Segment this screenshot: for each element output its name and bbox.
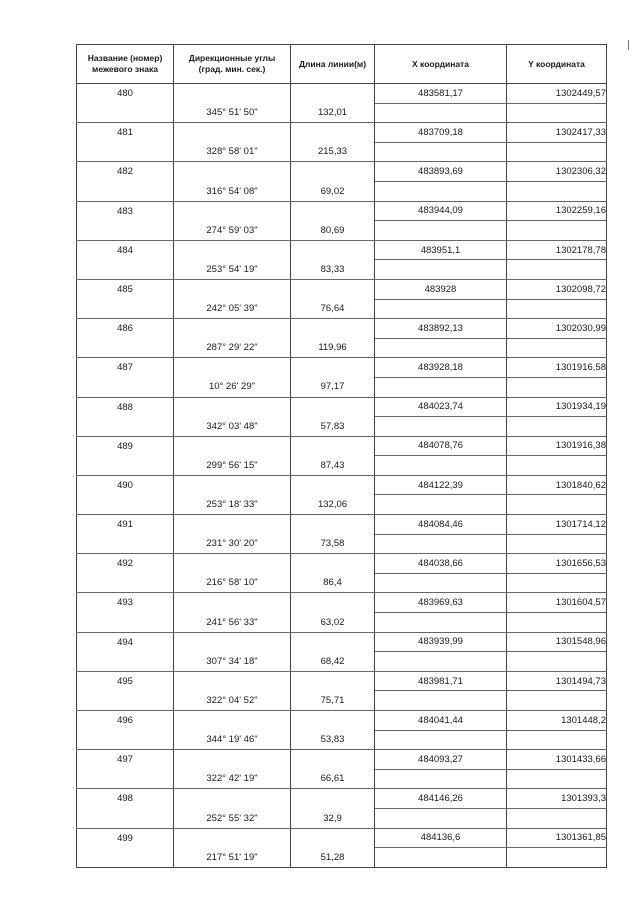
empty-cell: [77, 456, 174, 476]
y-coordinate-cell: 1301433,66: [507, 750, 607, 770]
empty-cell: [174, 554, 291, 574]
empty-cell: [507, 495, 607, 515]
empty-cell: [77, 691, 174, 711]
empty-cell: [507, 299, 607, 319]
line-length-cell: 68,42: [291, 652, 375, 672]
point-name-cell: 493: [77, 593, 174, 613]
y-coordinate-cell: 1301916,58: [507, 358, 607, 378]
y-coordinate-cell: 1302030,99: [507, 319, 607, 339]
table-row-point: [77, 84, 607, 104]
empty-cell: [77, 103, 174, 123]
point-name-cell: 489: [77, 436, 174, 456]
empty-cell: [375, 142, 507, 162]
empty-cell: [77, 613, 174, 633]
x-coordinate-cell: 484093,27: [375, 750, 507, 770]
line-length-cell: 119,96: [291, 338, 375, 358]
line-length-cell: 215,33: [291, 142, 375, 162]
point-name-cell: 498: [77, 789, 174, 809]
empty-cell: [291, 397, 375, 417]
direction-angle-cell: 342° 03' 48": [174, 417, 291, 437]
empty-cell: [375, 534, 507, 554]
y-coordinate-cell: 1301548,96: [507, 632, 607, 652]
line-length-cell: 73,58: [291, 534, 375, 554]
empty-cell: [174, 240, 291, 260]
line-length-cell: 132,06: [291, 495, 375, 515]
empty-cell: [291, 436, 375, 456]
table-row-point: [77, 632, 607, 652]
empty-cell: [375, 299, 507, 319]
empty-cell: [375, 103, 507, 123]
header-x-coordinate: X координата: [375, 45, 507, 84]
line-length-cell: 32,9: [291, 808, 375, 828]
table-row-point: [77, 554, 607, 574]
table-row-segment: [77, 142, 607, 162]
line-length-cell: 76,64: [291, 299, 375, 319]
x-coordinate-cell: 484136,6: [375, 828, 507, 848]
y-coordinate-cell: 1301656,53: [507, 554, 607, 574]
line-length-cell: 87,43: [291, 456, 375, 476]
empty-cell: [174, 397, 291, 417]
y-coordinate-cell: 1302449,57: [507, 84, 607, 104]
point-name-cell: 494: [77, 632, 174, 652]
line-length-cell: 86,4: [291, 573, 375, 593]
y-coordinate-cell: 1302259,16: [507, 201, 607, 221]
y-coordinate-cell: 1301494,73: [507, 671, 607, 691]
empty-cell: [77, 181, 174, 201]
empty-cell: [375, 848, 507, 868]
point-name-cell: 497: [77, 750, 174, 770]
empty-cell: [507, 377, 607, 397]
x-coordinate-cell: 483581,17: [375, 84, 507, 104]
coordinates-table: [76, 44, 607, 868]
empty-cell: [291, 515, 375, 535]
empty-cell: [507, 142, 607, 162]
empty-cell: [291, 789, 375, 809]
empty-cell: [291, 711, 375, 731]
table-row-segment: [77, 299, 607, 319]
empty-cell: [174, 789, 291, 809]
line-length-cell: 53,83: [291, 730, 375, 750]
table-row-point: [77, 397, 607, 417]
line-length-cell: 132,01: [291, 103, 375, 123]
y-coordinate-cell: 1301714,12: [507, 515, 607, 535]
x-coordinate-cell: 484078,76: [375, 436, 507, 456]
y-coordinate-cell: 1301840,62: [507, 475, 607, 495]
direction-angle-cell: 328° 58' 01": [174, 142, 291, 162]
point-name-cell: 492: [77, 554, 174, 574]
direction-angle-cell: 253° 18' 33": [174, 495, 291, 515]
empty-cell: [375, 221, 507, 241]
table-row-point: [77, 711, 607, 731]
empty-cell: [77, 652, 174, 672]
empty-cell: [77, 534, 174, 554]
point-name-cell: 496: [77, 711, 174, 731]
table-row-point: [77, 750, 607, 770]
line-length-cell: 57,83: [291, 417, 375, 437]
empty-cell: [507, 691, 607, 711]
empty-cell: [291, 475, 375, 495]
empty-cell: [77, 769, 174, 789]
empty-cell: [77, 808, 174, 828]
table-row-point: [77, 279, 607, 299]
empty-cell: [375, 613, 507, 633]
empty-cell: [174, 828, 291, 848]
empty-cell: [291, 671, 375, 691]
empty-cell: [507, 573, 607, 593]
empty-cell: [507, 103, 607, 123]
direction-angle-cell: 316° 54' 08": [174, 181, 291, 201]
empty-cell: [291, 319, 375, 339]
point-name-cell: 487: [77, 358, 174, 378]
empty-cell: [291, 828, 375, 848]
line-length-cell: 83,33: [291, 260, 375, 280]
empty-cell: [174, 279, 291, 299]
table-row-segment: [77, 691, 607, 711]
empty-cell: [174, 358, 291, 378]
x-coordinate-cell: 484038,66: [375, 554, 507, 574]
table-row-segment: [77, 652, 607, 672]
margin-mark: [628, 40, 629, 50]
direction-angle-cell: 231° 30' 20": [174, 534, 291, 554]
x-coordinate-cell: 483951,1: [375, 240, 507, 260]
header-direction-angle: Дирекционные углы (град. мин. сек.): [174, 45, 291, 84]
table-row-segment: [77, 769, 607, 789]
empty-cell: [77, 730, 174, 750]
empty-cell: [291, 84, 375, 104]
empty-cell: [291, 162, 375, 182]
empty-cell: [507, 260, 607, 280]
table-row-point: [77, 515, 607, 535]
table-row-point: [77, 671, 607, 691]
table-header-row: [77, 45, 607, 84]
direction-angle-cell: 253° 54' 19": [174, 260, 291, 280]
header-y-coordinate: Y координата: [507, 45, 607, 84]
x-coordinate-cell: 483893,69: [375, 162, 507, 182]
empty-cell: [174, 436, 291, 456]
empty-cell: [174, 632, 291, 652]
empty-cell: [375, 260, 507, 280]
empty-cell: [291, 632, 375, 652]
table-row-segment: [77, 573, 607, 593]
y-coordinate-cell: 1302306,32: [507, 162, 607, 182]
direction-angle-cell: 10° 26' 29": [174, 377, 291, 397]
empty-cell: [375, 769, 507, 789]
y-coordinate-cell: 1301393,3: [507, 789, 607, 809]
empty-cell: [507, 848, 607, 868]
point-name-cell: 482: [77, 162, 174, 182]
direction-angle-cell: 216° 58' 10": [174, 573, 291, 593]
y-coordinate-cell: 1301934,19: [507, 397, 607, 417]
empty-cell: [174, 319, 291, 339]
direction-angle-cell: 322° 42' 19": [174, 769, 291, 789]
direction-angle-cell: 241° 56' 33": [174, 613, 291, 633]
x-coordinate-cell: 484023,74: [375, 397, 507, 417]
direction-angle-cell: 287° 29' 22": [174, 338, 291, 358]
x-coordinate-cell: 483981,71: [375, 671, 507, 691]
table-row-point: [77, 201, 607, 221]
empty-cell: [291, 123, 375, 143]
table-row-segment: [77, 377, 607, 397]
table-row-segment: [77, 221, 607, 241]
empty-cell: [174, 201, 291, 221]
empty-cell: [174, 123, 291, 143]
empty-cell: [77, 221, 174, 241]
empty-cell: [77, 417, 174, 437]
y-coordinate-cell: 1301916,38: [507, 436, 607, 456]
direction-angle-cell: 322° 04' 52": [174, 691, 291, 711]
empty-cell: [77, 495, 174, 515]
empty-cell: [375, 652, 507, 672]
empty-cell: [174, 84, 291, 104]
y-coordinate-cell: 1302098,72: [507, 279, 607, 299]
table-row-segment: [77, 808, 607, 828]
header-point-name: Название (номер) межевого знака: [77, 45, 174, 84]
empty-cell: [77, 299, 174, 319]
x-coordinate-cell: 484122,39: [375, 475, 507, 495]
line-length-cell: 51,28: [291, 848, 375, 868]
x-coordinate-cell: 483969,63: [375, 593, 507, 613]
y-coordinate-cell: 1301604,57: [507, 593, 607, 613]
table-row-segment: [77, 848, 607, 868]
direction-angle-cell: 242° 05' 39": [174, 299, 291, 319]
line-length-cell: 66,61: [291, 769, 375, 789]
table-row-segment: [77, 181, 607, 201]
empty-cell: [375, 730, 507, 750]
table-row-segment: [77, 495, 607, 515]
empty-cell: [375, 417, 507, 437]
empty-cell: [291, 593, 375, 613]
line-length-cell: 63,02: [291, 613, 375, 633]
line-length-cell: 69,02: [291, 181, 375, 201]
direction-angle-cell: 307° 34' 18": [174, 652, 291, 672]
table-row-segment: [77, 534, 607, 554]
point-name-cell: 495: [77, 671, 174, 691]
table-row-segment: [77, 456, 607, 476]
point-name-cell: 490: [77, 475, 174, 495]
empty-cell: [507, 730, 607, 750]
direction-angle-cell: 344° 19' 46": [174, 730, 291, 750]
table-row-segment: [77, 417, 607, 437]
point-name-cell: 485: [77, 279, 174, 299]
table-row-point: [77, 358, 607, 378]
point-name-cell: 483: [77, 201, 174, 221]
x-coordinate-cell: 484041,44: [375, 711, 507, 731]
y-coordinate-cell: 1302178,78: [507, 240, 607, 260]
empty-cell: [507, 181, 607, 201]
table-row-segment: [77, 730, 607, 750]
empty-cell: [375, 181, 507, 201]
empty-cell: [375, 495, 507, 515]
point-name-cell: 484: [77, 240, 174, 260]
x-coordinate-cell: 483939,99: [375, 632, 507, 652]
empty-cell: [77, 377, 174, 397]
y-coordinate-cell: 1301361,85: [507, 828, 607, 848]
empty-cell: [174, 711, 291, 731]
line-length-cell: 80,69: [291, 221, 375, 241]
empty-cell: [291, 750, 375, 770]
direction-angle-cell: 217° 51' 19": [174, 848, 291, 868]
table-row-point: [77, 828, 607, 848]
empty-cell: [174, 515, 291, 535]
table-row-segment: [77, 338, 607, 358]
empty-cell: [507, 338, 607, 358]
line-length-cell: 75,71: [291, 691, 375, 711]
empty-cell: [507, 652, 607, 672]
empty-cell: [77, 142, 174, 162]
point-name-cell: 486: [77, 319, 174, 339]
point-name-cell: 488: [77, 397, 174, 417]
table-row-point: [77, 123, 607, 143]
empty-cell: [375, 691, 507, 711]
y-coordinate-cell: 1301448,2: [507, 711, 607, 731]
table-row-point: [77, 319, 607, 339]
empty-cell: [174, 750, 291, 770]
header-line-length: Длина линии(м): [291, 45, 375, 84]
empty-cell: [174, 593, 291, 613]
table-row-point: [77, 436, 607, 456]
point-name-cell: 480: [77, 84, 174, 104]
empty-cell: [507, 534, 607, 554]
empty-cell: [77, 573, 174, 593]
empty-cell: [375, 456, 507, 476]
x-coordinate-cell: 484146,26: [375, 789, 507, 809]
table-row-point: [77, 162, 607, 182]
y-coordinate-cell: 1302417,33: [507, 123, 607, 143]
empty-cell: [291, 358, 375, 378]
table-row-point: [77, 240, 607, 260]
empty-cell: [291, 201, 375, 221]
empty-cell: [77, 260, 174, 280]
empty-cell: [375, 573, 507, 593]
direction-angle-cell: 299° 56' 15": [174, 456, 291, 476]
empty-cell: [291, 279, 375, 299]
empty-cell: [77, 338, 174, 358]
table-row-point: [77, 475, 607, 495]
x-coordinate-cell: 483709,18: [375, 123, 507, 143]
x-coordinate-cell: 483928,18: [375, 358, 507, 378]
table-row-segment: [77, 260, 607, 280]
empty-cell: [507, 456, 607, 476]
empty-cell: [291, 240, 375, 260]
empty-cell: [291, 554, 375, 574]
direction-angle-cell: 274° 59' 03": [174, 221, 291, 241]
empty-cell: [174, 671, 291, 691]
empty-cell: [507, 613, 607, 633]
point-name-cell: 491: [77, 515, 174, 535]
empty-cell: [174, 162, 291, 182]
line-length-cell: 97,17: [291, 377, 375, 397]
table-row-segment: [77, 103, 607, 123]
x-coordinate-cell: 483944,09: [375, 201, 507, 221]
x-coordinate-cell: 484084,46: [375, 515, 507, 535]
table-body: [77, 84, 607, 868]
x-coordinate-cell: 483928: [375, 279, 507, 299]
point-name-cell: 499: [77, 828, 174, 848]
empty-cell: [375, 808, 507, 828]
empty-cell: [507, 417, 607, 437]
empty-cell: [375, 377, 507, 397]
x-coordinate-cell: 483892,13: [375, 319, 507, 339]
empty-cell: [375, 338, 507, 358]
point-name-cell: 481: [77, 123, 174, 143]
direction-angle-cell: 252° 55' 32": [174, 808, 291, 828]
table-row-point: [77, 789, 607, 809]
empty-cell: [507, 769, 607, 789]
empty-cell: [507, 808, 607, 828]
empty-cell: [77, 848, 174, 868]
table-row-point: [77, 593, 607, 613]
empty-cell: [174, 475, 291, 495]
table-row-segment: [77, 613, 607, 633]
empty-cell: [507, 221, 607, 241]
direction-angle-cell: 345° 51' 50": [174, 103, 291, 123]
